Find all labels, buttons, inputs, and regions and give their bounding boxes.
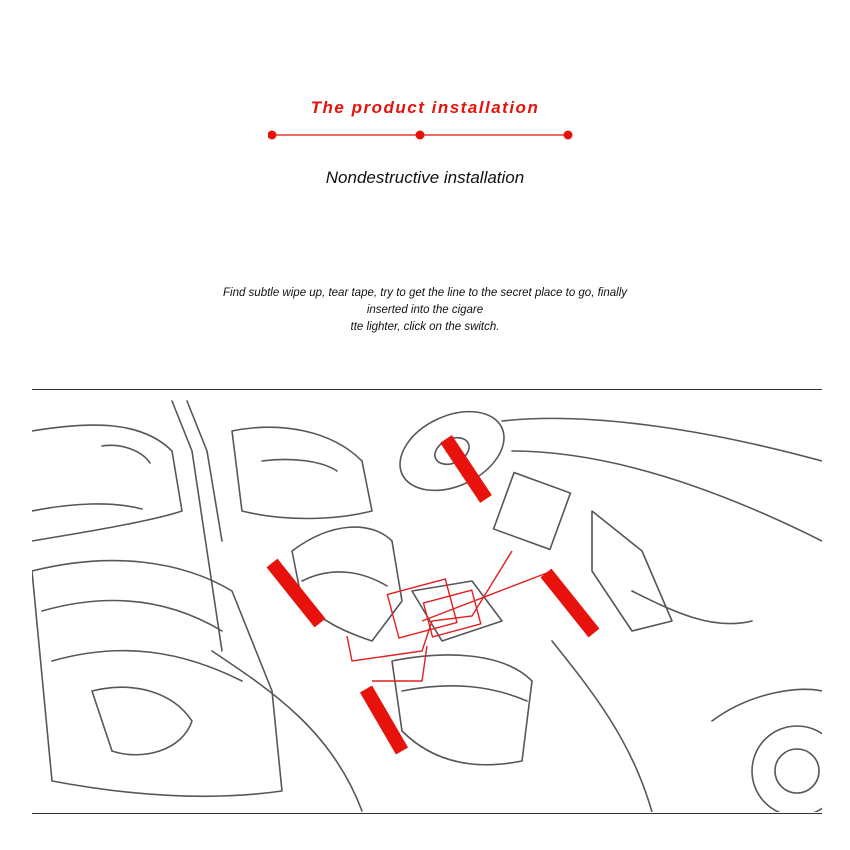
section-subtitle: Nondestructive installation [325,168,525,187]
rear-door-sketch [32,425,182,541]
title-divider [268,128,576,142]
instructions-text [150,285,700,336]
instructions-line: inserted into the cigare [366,304,484,316]
instructions-line: Find subtle wipe up, tear tape, try to get the line to the secret place to go, finally [222,287,627,299]
wiring-path [422,571,552,621]
b-pillar-sketch [172,401,222,651]
wheel-sketch [752,726,822,812]
instructions-line: tte lighter, click on the switch. [350,321,500,333]
illustration-top-rule [32,389,822,390]
dashboard-sketch [502,418,822,461]
led-strip-dash [446,439,486,499]
wiring-path [347,551,512,661]
section-title: The product installation [310,98,540,117]
rear-seat-sketch [32,561,282,797]
front-seat-driver-sketch [292,527,402,641]
illustration-bottom-rule [32,813,822,814]
front-seat-passenger-sketch [392,655,532,765]
car-interior-illustration [32,391,822,812]
divider-dot-left [268,131,277,140]
divider-dot-right [564,131,573,140]
divider-dot-center [416,131,425,140]
wiring-box [423,590,480,637]
front-door-sketch [232,427,372,518]
led-strip-passenger-footwell [546,573,594,633]
